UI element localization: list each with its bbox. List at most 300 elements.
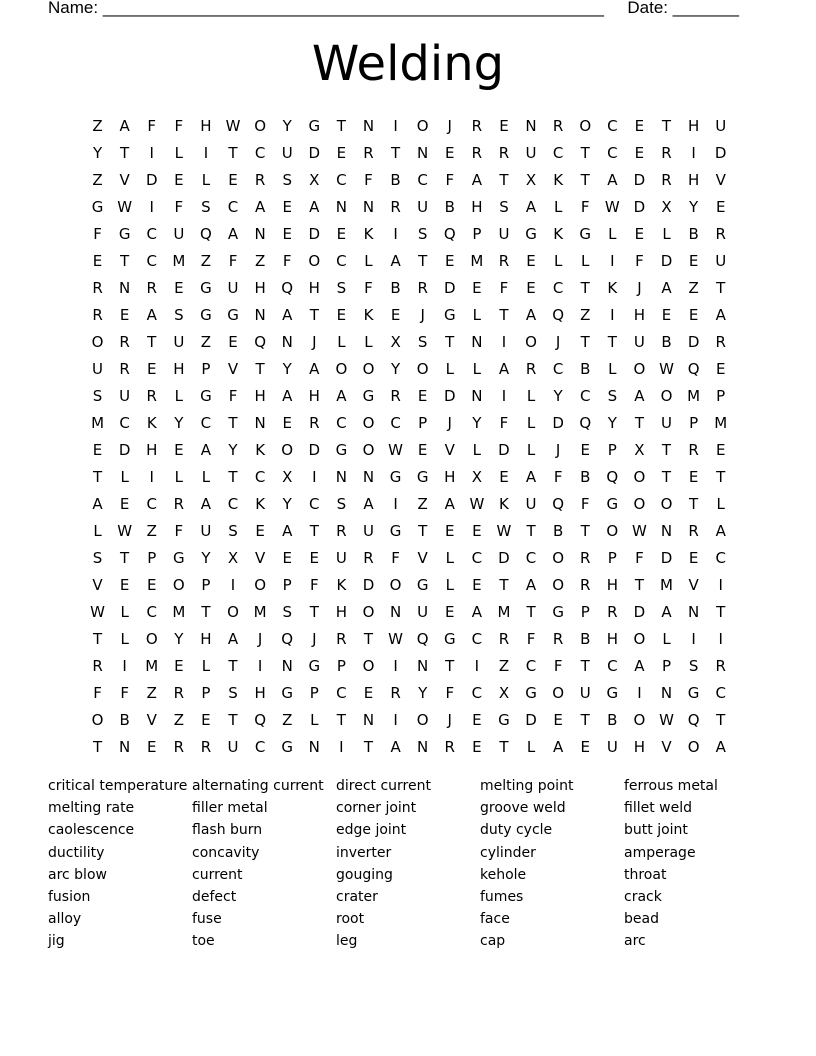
word-list-item: root xyxy=(336,911,365,928)
grid-letter: E xyxy=(472,278,482,297)
grid-letter: R xyxy=(390,386,401,405)
grid-letter: Y xyxy=(228,440,238,459)
grid-letter: T xyxy=(336,116,346,135)
grid-letter: V xyxy=(417,548,428,567)
grid-letter: R xyxy=(336,629,347,648)
grid-letter: L xyxy=(608,359,617,378)
grid-letter: X xyxy=(309,170,320,189)
grid-letter: A xyxy=(363,494,374,513)
grid-letter: G xyxy=(281,737,294,756)
grid-letter: T xyxy=(499,305,509,324)
word-list-item: ductility xyxy=(48,844,105,861)
grid-letter: I xyxy=(610,305,615,324)
grid-row xyxy=(84,463,734,490)
grid-letter: T xyxy=(309,602,319,621)
grid-letter: O xyxy=(525,332,537,351)
grid-letter: K xyxy=(553,224,564,243)
grid-letter: D xyxy=(633,170,646,189)
grid-letter: K xyxy=(607,278,618,297)
grid-letter: U xyxy=(633,332,645,351)
grid-letter: L xyxy=(526,737,536,756)
grid-letter: Z xyxy=(254,251,266,270)
grid-letter: R xyxy=(661,143,672,162)
grid-letter: C xyxy=(715,683,726,702)
grid-letter: G xyxy=(281,683,294,702)
grid-letter: W xyxy=(225,116,241,135)
grid-letter: L xyxy=(662,224,671,243)
grid-letter: P xyxy=(336,656,346,675)
grid-letter: L xyxy=(364,251,373,270)
grid-letter: E xyxy=(445,143,455,162)
grid-letter: F xyxy=(120,683,129,702)
grid-letter: C xyxy=(227,494,239,513)
grid-letter: K xyxy=(255,440,266,459)
grid-letter: L xyxy=(472,305,482,324)
grid-letter: U xyxy=(525,494,537,513)
grid-letter: O xyxy=(552,575,565,594)
grid-letter: O xyxy=(633,359,646,378)
word-list-item: critical temperature xyxy=(48,778,188,794)
word-list-item: caolescence xyxy=(48,822,135,839)
grid-row xyxy=(84,517,734,544)
grid-row xyxy=(84,274,734,301)
grid-row xyxy=(84,193,734,220)
grid-letter: E xyxy=(715,197,726,216)
grid-letter: S xyxy=(607,386,618,405)
grid-letter: L xyxy=(120,602,129,621)
grid-letter: T xyxy=(228,467,238,486)
grid-letter: E xyxy=(282,197,292,216)
grid-letter: I xyxy=(393,710,398,729)
grid-letter: B xyxy=(444,197,455,216)
grid-letter: A xyxy=(200,440,212,459)
grid-letter: T xyxy=(92,737,103,756)
grid-letter: G xyxy=(389,467,402,486)
grid-letter: B xyxy=(688,224,699,243)
grid-letter: H xyxy=(173,359,185,378)
grid-letter: F xyxy=(391,548,400,567)
grid-letter: H xyxy=(308,386,320,405)
grid-letter: T xyxy=(255,359,265,378)
grid-letter: E xyxy=(472,710,482,729)
grid-letter: T xyxy=(499,575,509,594)
grid-letter: H xyxy=(633,305,646,324)
grid-letter: D xyxy=(687,332,700,351)
grid-letter: T xyxy=(580,170,590,189)
grid-letter: F xyxy=(228,251,238,270)
grid-letter: L xyxy=(608,224,617,243)
word-list-item: fillet weld xyxy=(624,800,692,817)
word-list-item: groove weld xyxy=(480,800,566,817)
grid-letter: U xyxy=(417,197,429,216)
grid-letter: P xyxy=(201,575,211,594)
word-list-item: inverter xyxy=(336,844,392,861)
grid-letter: G xyxy=(200,278,212,297)
grid-letter: N xyxy=(254,413,266,432)
grid-letter: F xyxy=(309,575,319,594)
word-list-item: face xyxy=(480,911,510,928)
grid-row xyxy=(84,598,734,625)
word-list-item: leg xyxy=(336,933,358,950)
grid-letter: W xyxy=(117,197,133,216)
grid-letter: E xyxy=(715,440,726,459)
grid-letter: O xyxy=(633,629,646,648)
grid-letter: Z xyxy=(92,170,103,189)
grid-letter: V xyxy=(146,710,157,729)
grid-row xyxy=(84,625,734,652)
grid-letter: G xyxy=(498,710,510,729)
grid-letter: A xyxy=(715,737,726,756)
grid-letter: M xyxy=(172,251,186,270)
grid-letter: G xyxy=(308,656,321,675)
grid-letter: D xyxy=(118,440,131,459)
grid-letter: K xyxy=(553,170,564,189)
grid-letter: F xyxy=(526,629,536,648)
grid-letter: S xyxy=(228,683,238,702)
grid-letter: T xyxy=(228,413,238,432)
grid-letter: E xyxy=(282,224,292,243)
grid-letter: C xyxy=(607,116,618,135)
grid-letter: I xyxy=(312,467,317,486)
grid-letter: S xyxy=(228,521,238,540)
grid-letter: Q xyxy=(687,710,700,729)
grid-letter: O xyxy=(362,602,375,621)
grid-letter: N xyxy=(254,224,266,243)
grid-letter: A xyxy=(471,170,482,189)
grid-letter: A xyxy=(390,737,401,756)
grid-letter: U xyxy=(173,224,185,243)
grid-letter: M xyxy=(470,251,484,270)
grid-letter: E xyxy=(688,305,699,324)
grid-letter: Y xyxy=(174,629,184,648)
grid-letter: Z xyxy=(498,656,510,675)
grid-letter: W xyxy=(632,521,647,540)
grid-letter: R xyxy=(390,683,401,702)
grid-letter: T xyxy=(580,143,590,162)
grid-letter: L xyxy=(526,413,536,432)
grid-letter: M xyxy=(172,602,186,621)
grid-letter: T xyxy=(661,440,672,459)
grid-letter: O xyxy=(552,683,565,702)
word-list-item: edge joint xyxy=(336,822,407,839)
grid-letter: O xyxy=(172,575,185,594)
grid-letter: N xyxy=(362,467,375,486)
grid-letter: U xyxy=(661,413,672,432)
grid-letter: R xyxy=(580,575,591,594)
grid-letter: U xyxy=(119,386,131,405)
grid-letter: G xyxy=(308,116,321,135)
grid-letter: G xyxy=(579,224,592,243)
grid-letter: U xyxy=(579,683,591,702)
grid-letter: S xyxy=(499,197,509,216)
grid-letter: W xyxy=(90,602,105,621)
grid-letter: R xyxy=(146,386,157,405)
grid-letter: S xyxy=(417,332,428,351)
grid-letter: O xyxy=(416,116,429,135)
grid-letter: P xyxy=(309,683,319,702)
grid-letter: U xyxy=(92,359,104,378)
grid-letter: E xyxy=(634,143,645,162)
grid-letter: G xyxy=(687,683,700,702)
grid-letter: I xyxy=(718,629,723,648)
grid-letter: N xyxy=(281,656,293,675)
grid-letter: J xyxy=(637,278,642,297)
grid-letter: I xyxy=(474,656,480,675)
grid-letter: T xyxy=(418,251,428,270)
grid-letter: U xyxy=(173,332,185,351)
word-list-item: filler metal xyxy=(192,800,268,817)
grid-letter: I xyxy=(393,224,398,243)
grid-letter: O xyxy=(660,494,673,513)
grid-letter: S xyxy=(336,278,347,297)
grid-letter: F xyxy=(445,170,455,189)
word-list-item: defect xyxy=(192,888,237,905)
grid-letter: T xyxy=(228,710,238,729)
grid-letter: J xyxy=(420,305,425,324)
grid-letter: Z xyxy=(146,521,157,540)
grid-letter: Q xyxy=(281,278,294,297)
grid-letter: T xyxy=(92,629,103,648)
grid-letter: D xyxy=(498,548,510,567)
grid-letter: P xyxy=(282,575,292,594)
word-list-item: gouging xyxy=(336,866,393,883)
grid-letter: Q xyxy=(552,305,565,324)
grid-letter: S xyxy=(688,656,699,675)
grid-letter: R xyxy=(92,305,103,324)
grid-letter: I xyxy=(501,386,507,405)
grid-letter: M xyxy=(687,386,701,405)
grid-row xyxy=(84,382,734,409)
grid-letter: A xyxy=(525,575,537,594)
grid-letter: A xyxy=(227,629,239,648)
grid-row xyxy=(84,139,734,166)
grid-letter: D xyxy=(443,278,456,297)
grid-letter: E xyxy=(336,143,347,162)
grid-letter: R xyxy=(498,629,510,648)
grid-letter: C xyxy=(390,413,401,432)
grid-letter: I xyxy=(230,575,236,594)
grid-letter: A xyxy=(553,737,564,756)
grid-letter: O xyxy=(606,521,619,540)
grid-letter: A xyxy=(525,197,537,216)
grid-letter: A xyxy=(282,386,293,405)
grid-letter: Z xyxy=(173,710,184,729)
grid-letter: O xyxy=(633,710,646,729)
grid-letter: V xyxy=(119,170,130,189)
grid-letter: R xyxy=(363,548,374,567)
grid-letter: Z xyxy=(92,116,103,135)
grid-letter: A xyxy=(525,305,537,324)
grid-letter: T xyxy=(92,467,103,486)
grid-letter: Q xyxy=(281,629,294,648)
word-list-item: kehole xyxy=(480,866,527,883)
grid-letter: T xyxy=(445,332,455,351)
grid-letter: W xyxy=(469,494,485,513)
grid-letter: G xyxy=(443,305,456,324)
grid-letter: U xyxy=(335,548,347,567)
word-list-item: cylinder xyxy=(480,844,536,861)
grid-letter: L xyxy=(364,332,373,351)
word-list-item: jig xyxy=(48,933,65,950)
grid-letter: C xyxy=(607,143,618,162)
grid-letter: E xyxy=(499,116,509,135)
grid-letter: E xyxy=(92,440,103,459)
grid-row xyxy=(84,490,734,517)
grid-letter: H xyxy=(254,278,266,297)
grid-letter: A xyxy=(444,494,455,513)
grid-letter: R xyxy=(444,737,455,756)
grid-letter: R xyxy=(92,278,103,297)
grid-letter: D xyxy=(660,548,673,567)
grid-letter: D xyxy=(362,575,375,594)
grid-letter: P xyxy=(580,602,590,621)
page-title: Welding xyxy=(311,36,505,92)
grid-letter: W xyxy=(388,440,403,459)
grid-letter: K xyxy=(255,494,266,513)
grid-letter: N xyxy=(471,386,483,405)
grid-letter: W xyxy=(496,521,512,540)
grid-letter: N xyxy=(362,116,375,135)
grid-letter: C xyxy=(119,413,130,432)
grid-letter: O xyxy=(254,116,267,135)
grid-letter: E xyxy=(526,278,536,297)
word-list-item: concavity xyxy=(192,844,260,861)
grid-letter: Y xyxy=(282,494,292,513)
grid-letter: F xyxy=(228,386,238,405)
grid-letter: D xyxy=(308,143,321,162)
grid-letter: C xyxy=(579,386,591,405)
date-blank[interactable]: _______ xyxy=(672,0,739,17)
grid-letter: I xyxy=(691,629,696,648)
grid-letter: D xyxy=(633,197,646,216)
grid-letter: T xyxy=(607,332,617,351)
grid-letter: Q xyxy=(687,359,700,378)
grid-letter: I xyxy=(393,494,398,513)
grid-letter: E xyxy=(499,467,509,486)
grid-letter: H xyxy=(471,197,483,216)
grid-letter: U xyxy=(227,278,239,297)
grid-letter: F xyxy=(580,494,590,513)
grid-letter: R xyxy=(146,278,157,297)
grid-letter: I xyxy=(149,467,154,486)
grid-letter: T xyxy=(716,602,726,621)
grid-letter: T xyxy=(689,494,699,513)
grid-letter: U xyxy=(200,521,212,540)
grid-letter: T xyxy=(499,170,509,189)
grid-letter: T xyxy=(309,521,319,540)
grid-letter: E xyxy=(445,251,455,270)
grid-letter: D xyxy=(714,143,727,162)
grid-letter: N xyxy=(335,197,347,216)
grid-letter: E xyxy=(580,737,590,756)
grid-letter: E xyxy=(688,467,699,486)
grid-letter: L xyxy=(553,197,563,216)
grid-letter: Z xyxy=(146,683,157,702)
grid-letter: C xyxy=(336,683,347,702)
grid-letter: C xyxy=(254,143,266,162)
grid-letter: F xyxy=(553,467,563,486)
grid-letter: B xyxy=(390,278,401,297)
grid-letter: P xyxy=(607,548,617,567)
grid-row xyxy=(84,166,734,193)
grid-letter: S xyxy=(92,386,103,405)
grid-letter: T xyxy=(228,143,238,162)
grid-letter: P xyxy=(607,440,617,459)
grid-letter: R xyxy=(498,251,510,270)
grid-letter: C xyxy=(336,251,347,270)
grid-letter: F xyxy=(93,683,102,702)
grid-letter: E xyxy=(688,548,699,567)
grid-letter: F xyxy=(499,278,509,297)
grid-row xyxy=(84,409,734,436)
grid-letter: H xyxy=(633,737,646,756)
grid-letter: P xyxy=(661,656,672,675)
grid-letter: L xyxy=(174,386,183,405)
grid-letter: R xyxy=(119,359,130,378)
grid-letter: F xyxy=(174,521,184,540)
grid-letter: E xyxy=(445,602,455,621)
grid-letter: T xyxy=(390,143,401,162)
grid-letter: F xyxy=(174,116,184,135)
grid-letter: T xyxy=(634,575,644,594)
grid-letter: T xyxy=(716,710,726,729)
grid-letter: T xyxy=(661,116,672,135)
grid-letter: H xyxy=(606,575,618,594)
grid-letter: C xyxy=(309,494,320,513)
grid-letter: T xyxy=(580,278,590,297)
grid-letter: U xyxy=(606,737,618,756)
grid-letter: E xyxy=(472,521,482,540)
grid-letter: T xyxy=(418,521,428,540)
grid-letter: H xyxy=(687,116,700,135)
grid-letter: C xyxy=(254,737,266,756)
grid-letter: S xyxy=(417,224,428,243)
grid-letter: I xyxy=(637,683,642,702)
grid-letter: A xyxy=(146,305,157,324)
grid-letter: F xyxy=(364,170,373,189)
grid-letter: O xyxy=(362,359,375,378)
grid-letter: Y xyxy=(472,413,482,432)
word-list-item: direct current xyxy=(336,778,431,794)
grid-letter: G xyxy=(118,224,131,243)
grid-letter: E xyxy=(553,710,563,729)
grid-letter: T xyxy=(309,305,319,324)
grid-letter: H xyxy=(200,629,212,648)
grid-letter: N xyxy=(417,143,429,162)
grid-letter: C xyxy=(417,170,428,189)
grid-letter: K xyxy=(363,305,374,324)
grid-letter: N xyxy=(417,656,429,675)
grid-letter: R xyxy=(200,737,212,756)
grid-letter: K xyxy=(336,575,347,594)
grid-letter: Z xyxy=(417,494,428,513)
name-blank[interactable]: _____________________________________________________ xyxy=(102,0,604,17)
grid-letter: Z xyxy=(688,278,699,297)
grid-letter: D xyxy=(633,602,646,621)
grid-letter: R xyxy=(173,494,185,513)
grid-letter: L xyxy=(120,467,129,486)
grid-letter: C xyxy=(471,548,483,567)
grid-letter: C xyxy=(607,656,618,675)
grid-letter: T xyxy=(120,548,130,567)
grid-letter: I xyxy=(122,656,127,675)
grid-letter: I xyxy=(610,251,615,270)
grid-letter: L xyxy=(445,575,454,594)
grid-letter: D xyxy=(443,386,456,405)
grid-letter: L xyxy=(445,548,454,567)
grid-letter: F xyxy=(445,683,455,702)
grid-letter: V xyxy=(444,440,455,459)
